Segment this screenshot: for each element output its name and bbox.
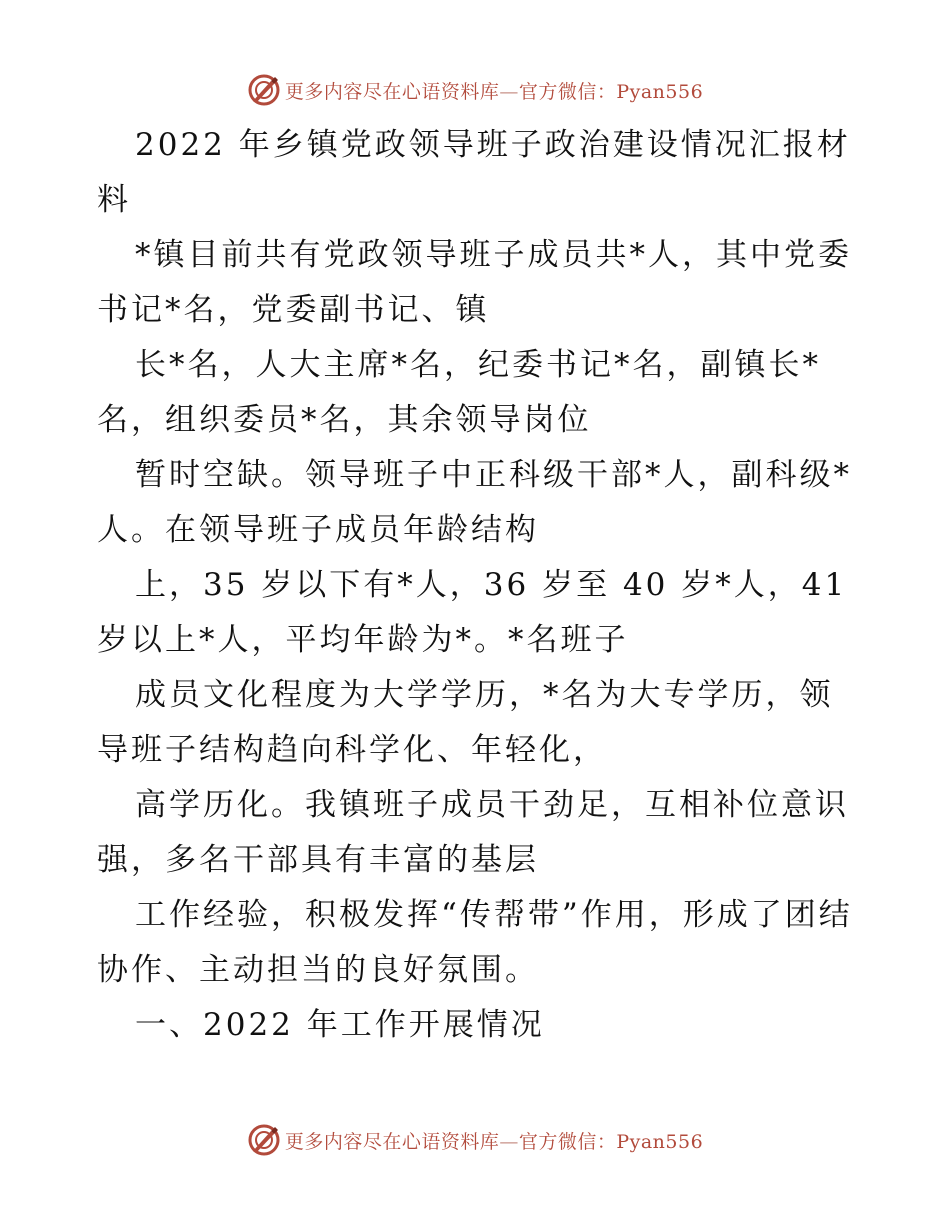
paragraph: 工作经验，积极发挥“传帮带”作用，形成了团结协作、主动担当的良好氛围。 — [97, 897, 853, 988]
header-watermark-banner — [0, 72, 950, 108]
pen-circle-logo-icon — [247, 73, 281, 107]
footer-watermark-text: 更多内容尽在心语资料库—官方微信：Pyan556 — [284, 1130, 704, 1153]
section-heading: 一、2022 年工作开展情况 — [135, 1007, 545, 1043]
paragraph: 长*名，人大主席*名，纪委书记*名，副镇长*名，组织委员*名，其余领导岗位 — [97, 347, 821, 438]
paragraph: *镇目前共有党政领导班子成员共*人，其中党委书记*名，党委副书记、镇 — [97, 237, 852, 328]
paragraph: 暂时空缺。领导班子中正科级干部*人，副科级*人。在领导班子成员年龄结构 — [97, 457, 852, 548]
footer-watermark-banner — [0, 1122, 950, 1158]
paragraph: 成员文化程度为大学学历，*名为大专学历，领导班子结构趋向科学化、年轻化， — [97, 677, 834, 768]
document-title: 2022 年乡镇党政领导班子政治建设情况汇报材料 — [97, 127, 851, 218]
document-body — [97, 118, 857, 1053]
paragraph: 高学历化。我镇班子成员干劲足，互相补位意识强，多名干部具有丰富的基层 — [97, 787, 849, 878]
header-watermark-text: 更多内容尽在心语资料库—官方微信：Pyan556 — [284, 80, 704, 103]
pen-circle-logo-icon — [247, 1123, 281, 1157]
paragraph: 上，35 岁以下有*人，36 岁至 40 岁*人，41 岁以上*人，平均年龄为*。*名班子 — [97, 567, 848, 658]
